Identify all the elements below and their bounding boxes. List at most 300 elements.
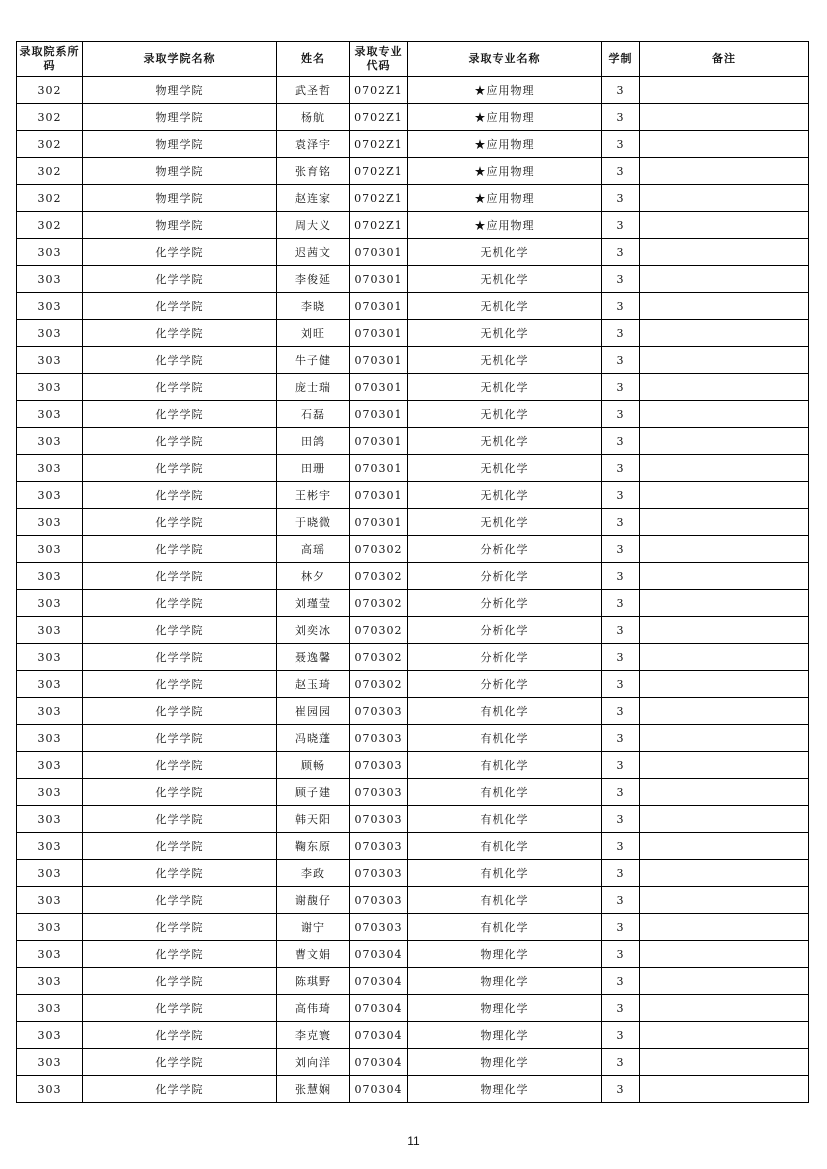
table-row (17, 833, 809, 860)
remarks-cell (640, 590, 809, 617)
major-name-cell: 物理化学 (408, 995, 602, 1022)
major-code-cell: 070301 (350, 320, 408, 347)
duration-cell: 3 (602, 995, 640, 1022)
dept-code-cell: 303 (17, 941, 83, 968)
remarks-cell (640, 779, 809, 806)
major-name-cell: ★应用物理 (408, 185, 602, 212)
dept-code-cell: 303 (17, 347, 83, 374)
major-code-cell: 070302 (350, 671, 408, 698)
college-name-cell: 化学学院 (83, 1076, 277, 1103)
remarks-cell (640, 1022, 809, 1049)
remarks-cell (640, 752, 809, 779)
major-code-cell: 070302 (350, 644, 408, 671)
major-code-cell: 070303 (350, 698, 408, 725)
student-name-cell: 鞠东原 (277, 833, 350, 860)
major-name-cell: 无机化学 (408, 482, 602, 509)
major-code-cell: 070301 (350, 266, 408, 293)
table-row (17, 941, 809, 968)
college-name-cell: 化学学院 (83, 239, 277, 266)
college-name-cell: 物理学院 (83, 158, 277, 185)
dept-code-cell: 303 (17, 698, 83, 725)
remarks-cell (640, 347, 809, 374)
duration-cell: 3 (602, 239, 640, 266)
page-number: 11 (407, 1134, 420, 1148)
college-name-cell: 化学学院 (83, 995, 277, 1022)
dept-code-cell: 303 (17, 536, 83, 563)
remarks-cell (640, 1049, 809, 1076)
dept-code-cell: 303 (17, 428, 83, 455)
header-dept-code: 录取院系所码 (17, 42, 83, 77)
major-name-cell: 物理化学 (408, 1076, 602, 1103)
table-row (17, 995, 809, 1022)
student-name-cell: 田珊 (277, 455, 350, 482)
table-row (17, 563, 809, 590)
major-name-cell: 有机化学 (408, 698, 602, 725)
dept-code-cell: 303 (17, 482, 83, 509)
student-name-cell: 刘旺 (277, 320, 350, 347)
remarks-cell (640, 401, 809, 428)
remarks-cell (640, 617, 809, 644)
dept-code-cell: 303 (17, 725, 83, 752)
student-name-cell: 聂逸馨 (277, 644, 350, 671)
dept-code-cell: 303 (17, 914, 83, 941)
dept-code-cell: 303 (17, 455, 83, 482)
remarks-cell (640, 158, 809, 185)
remarks-cell (640, 320, 809, 347)
table-row (17, 455, 809, 482)
header-college-name: 录取学院名称 (83, 42, 277, 77)
remarks-cell (640, 833, 809, 860)
table-row (17, 293, 809, 320)
table-row (17, 239, 809, 266)
table-row (17, 806, 809, 833)
remarks-cell (640, 131, 809, 158)
dept-code-cell: 303 (17, 239, 83, 266)
remarks-cell (640, 428, 809, 455)
major-code-cell: 070303 (350, 833, 408, 860)
college-name-cell: 化学学院 (83, 968, 277, 995)
major-name-cell: 有机化学 (408, 914, 602, 941)
major-name-cell: 无机化学 (408, 401, 602, 428)
student-name-cell: 曹文娟 (277, 941, 350, 968)
college-name-cell: 化学学院 (83, 617, 277, 644)
table-row (17, 158, 809, 185)
college-name-cell: 化学学院 (83, 509, 277, 536)
table-row (17, 104, 809, 131)
duration-cell: 3 (602, 617, 640, 644)
major-code-cell: 070301 (350, 509, 408, 536)
student-name-cell: 王彬宇 (277, 482, 350, 509)
remarks-cell (640, 806, 809, 833)
major-code-cell: 0702Z1 (350, 212, 408, 239)
table-row (17, 131, 809, 158)
college-name-cell: 物理学院 (83, 131, 277, 158)
remarks-cell (640, 239, 809, 266)
major-code-cell: 0702Z1 (350, 185, 408, 212)
student-name-cell: 刘向洋 (277, 1049, 350, 1076)
table-row (17, 212, 809, 239)
remarks-cell (640, 941, 809, 968)
table-row (17, 860, 809, 887)
major-name-cell: 有机化学 (408, 779, 602, 806)
student-name-cell: 武圣哲 (277, 77, 350, 104)
major-name-cell: 无机化学 (408, 293, 602, 320)
major-code-cell: 070303 (350, 887, 408, 914)
major-code-cell: 070301 (350, 455, 408, 482)
duration-cell: 3 (602, 725, 640, 752)
dept-code-cell: 303 (17, 401, 83, 428)
duration-cell: 3 (602, 644, 640, 671)
remarks-cell (640, 104, 809, 131)
remarks-cell (640, 914, 809, 941)
duration-cell: 3 (602, 320, 640, 347)
major-code-cell: 070304 (350, 995, 408, 1022)
table-row (17, 185, 809, 212)
major-name-cell: 无机化学 (408, 320, 602, 347)
duration-cell: 3 (602, 482, 640, 509)
dept-code-cell: 303 (17, 563, 83, 590)
major-code-cell: 070303 (350, 779, 408, 806)
student-name-cell: 顾子建 (277, 779, 350, 806)
college-name-cell: 物理学院 (83, 212, 277, 239)
college-name-cell: 化学学院 (83, 914, 277, 941)
student-name-cell: 李克寰 (277, 1022, 350, 1049)
college-name-cell: 化学学院 (83, 374, 277, 401)
table-row (17, 1022, 809, 1049)
remarks-cell (640, 212, 809, 239)
major-name-cell: 分析化学 (408, 671, 602, 698)
remarks-cell (640, 995, 809, 1022)
table-row (17, 1049, 809, 1076)
dept-code-cell: 303 (17, 671, 83, 698)
major-code-cell: 070302 (350, 590, 408, 617)
major-code-cell: 0702Z1 (350, 77, 408, 104)
major-name-cell: 分析化学 (408, 590, 602, 617)
duration-cell: 3 (602, 428, 640, 455)
student-name-cell: 林夕 (277, 563, 350, 590)
duration-cell: 3 (602, 158, 640, 185)
major-code-cell: 070304 (350, 1022, 408, 1049)
college-name-cell: 化学学院 (83, 806, 277, 833)
college-name-cell: 化学学院 (83, 752, 277, 779)
table-row (17, 914, 809, 941)
remarks-cell (640, 509, 809, 536)
remarks-cell (640, 77, 809, 104)
major-name-cell: 有机化学 (408, 806, 602, 833)
student-name-cell: 石磊 (277, 401, 350, 428)
student-name-cell: 赵玉琦 (277, 671, 350, 698)
table-row (17, 536, 809, 563)
major-name-cell: 物理化学 (408, 941, 602, 968)
dept-code-cell: 303 (17, 833, 83, 860)
student-name-cell: 牛子健 (277, 347, 350, 374)
dept-code-cell: 302 (17, 212, 83, 239)
student-name-cell: 谢馥仔 (277, 887, 350, 914)
student-name-cell: 庞士瑞 (277, 374, 350, 401)
major-code-cell: 070303 (350, 752, 408, 779)
major-name-cell: 无机化学 (408, 266, 602, 293)
major-code-cell: 070301 (350, 293, 408, 320)
college-name-cell: 化学学院 (83, 563, 277, 590)
dept-code-cell: 303 (17, 1049, 83, 1076)
college-name-cell: 化学学院 (83, 482, 277, 509)
table-row (17, 752, 809, 779)
header-row (17, 42, 809, 77)
dept-code-cell: 302 (17, 77, 83, 104)
college-name-cell: 物理学院 (83, 185, 277, 212)
major-code-cell: 070301 (350, 239, 408, 266)
remarks-cell (640, 968, 809, 995)
college-name-cell: 化学学院 (83, 725, 277, 752)
college-name-cell: 化学学院 (83, 941, 277, 968)
student-name-cell: 田鸽 (277, 428, 350, 455)
dept-code-cell: 303 (17, 617, 83, 644)
dept-code-cell: 303 (17, 320, 83, 347)
remarks-cell (640, 374, 809, 401)
admission-table (16, 41, 809, 1103)
table-body (17, 77, 809, 1103)
dept-code-cell: 302 (17, 104, 83, 131)
student-name-cell: 韩天阳 (277, 806, 350, 833)
dept-code-cell: 303 (17, 1076, 83, 1103)
table-row (17, 968, 809, 995)
duration-cell: 3 (602, 455, 640, 482)
college-name-cell: 化学学院 (83, 401, 277, 428)
major-name-cell: 有机化学 (408, 887, 602, 914)
student-name-cell: 高瑶 (277, 536, 350, 563)
major-code-cell: 070304 (350, 968, 408, 995)
major-code-cell: 070301 (350, 482, 408, 509)
major-name-cell: ★应用物理 (408, 212, 602, 239)
duration-cell: 3 (602, 347, 640, 374)
table-row (17, 509, 809, 536)
major-name-cell: 物理化学 (408, 1022, 602, 1049)
table-row (17, 725, 809, 752)
student-name-cell: 刘奕冰 (277, 617, 350, 644)
major-name-cell: ★应用物理 (408, 131, 602, 158)
major-code-cell: 070301 (350, 401, 408, 428)
table-row (17, 671, 809, 698)
duration-cell: 3 (602, 833, 640, 860)
dept-code-cell: 303 (17, 887, 83, 914)
table-row (17, 482, 809, 509)
major-name-cell: 无机化学 (408, 374, 602, 401)
major-name-cell: 分析化学 (408, 563, 602, 590)
major-name-cell: 物理化学 (408, 1049, 602, 1076)
major-name-cell: ★应用物理 (408, 104, 602, 131)
dept-code-cell: 303 (17, 374, 83, 401)
duration-cell: 3 (602, 77, 640, 104)
remarks-cell (640, 725, 809, 752)
remarks-cell (640, 698, 809, 725)
college-name-cell: 物理学院 (83, 104, 277, 131)
major-name-cell: 无机化学 (408, 347, 602, 374)
table-row (17, 698, 809, 725)
major-code-cell: 070303 (350, 860, 408, 887)
duration-cell: 3 (602, 563, 640, 590)
college-name-cell: 化学学院 (83, 671, 277, 698)
major-name-cell: ★应用物理 (408, 158, 602, 185)
major-code-cell: 070303 (350, 914, 408, 941)
table-row (17, 428, 809, 455)
dept-code-cell: 302 (17, 185, 83, 212)
remarks-cell (640, 293, 809, 320)
student-name-cell: 冯晓蓬 (277, 725, 350, 752)
table-row (17, 644, 809, 671)
header-major-name: 录取专业名称 (408, 42, 602, 77)
duration-cell: 3 (602, 590, 640, 617)
duration-cell: 3 (602, 671, 640, 698)
major-name-cell: 分析化学 (408, 536, 602, 563)
major-name-cell: 有机化学 (408, 725, 602, 752)
major-name-cell: 无机化学 (408, 239, 602, 266)
major-code-cell: 070304 (350, 1076, 408, 1103)
college-name-cell: 化学学院 (83, 860, 277, 887)
remarks-cell (640, 644, 809, 671)
duration-cell: 3 (602, 968, 640, 995)
duration-cell: 3 (602, 131, 640, 158)
college-name-cell: 化学学院 (83, 428, 277, 455)
remarks-cell (640, 887, 809, 914)
header-remarks: 备注 (640, 42, 809, 77)
major-name-cell: 有机化学 (408, 833, 602, 860)
dept-code-cell: 303 (17, 644, 83, 671)
major-name-cell: 分析化学 (408, 644, 602, 671)
dept-code-cell: 303 (17, 779, 83, 806)
student-name-cell: 李俊延 (277, 266, 350, 293)
duration-cell: 3 (602, 401, 640, 428)
duration-cell: 3 (602, 185, 640, 212)
duration-cell: 3 (602, 752, 640, 779)
major-name-cell: 无机化学 (408, 428, 602, 455)
dept-code-cell: 303 (17, 968, 83, 995)
table-row (17, 887, 809, 914)
duration-cell: 3 (602, 1049, 640, 1076)
header-major-code: 录取专业代码 (350, 42, 408, 77)
dept-code-cell: 303 (17, 266, 83, 293)
duration-cell: 3 (602, 1076, 640, 1103)
college-name-cell: 化学学院 (83, 347, 277, 374)
duration-cell: 3 (602, 779, 640, 806)
student-name-cell: 张育铭 (277, 158, 350, 185)
table-row (17, 401, 809, 428)
college-name-cell: 化学学院 (83, 320, 277, 347)
header-duration: 学制 (602, 42, 640, 77)
major-name-cell: 无机化学 (408, 455, 602, 482)
duration-cell: 3 (602, 212, 640, 239)
duration-cell: 3 (602, 1022, 640, 1049)
duration-cell: 3 (602, 374, 640, 401)
remarks-cell (640, 860, 809, 887)
student-name-cell: 于晓微 (277, 509, 350, 536)
table-row (17, 320, 809, 347)
college-name-cell: 化学学院 (83, 833, 277, 860)
remarks-cell (640, 266, 809, 293)
college-name-cell: 化学学院 (83, 1022, 277, 1049)
major-code-cell: 070301 (350, 374, 408, 401)
college-name-cell: 物理学院 (83, 77, 277, 104)
dept-code-cell: 303 (17, 806, 83, 833)
major-code-cell: 070302 (350, 563, 408, 590)
remarks-cell (640, 455, 809, 482)
header-student-name: 姓名 (277, 42, 350, 77)
major-code-cell: 0702Z1 (350, 131, 408, 158)
remarks-cell (640, 536, 809, 563)
table-row (17, 590, 809, 617)
student-name-cell: 顾畅 (277, 752, 350, 779)
college-name-cell: 化学学院 (83, 266, 277, 293)
dept-code-cell: 303 (17, 995, 83, 1022)
major-code-cell: 0702Z1 (350, 104, 408, 131)
dept-code-cell: 303 (17, 752, 83, 779)
dept-code-cell: 302 (17, 131, 83, 158)
college-name-cell: 化学学院 (83, 590, 277, 617)
duration-cell: 3 (602, 914, 640, 941)
major-code-cell: 070301 (350, 428, 408, 455)
dept-code-cell: 303 (17, 293, 83, 320)
student-name-cell: 陈琪野 (277, 968, 350, 995)
major-code-cell: 0702Z1 (350, 158, 408, 185)
table-row (17, 374, 809, 401)
major-name-cell: 物理化学 (408, 968, 602, 995)
major-code-cell: 070304 (350, 941, 408, 968)
table-row (17, 617, 809, 644)
duration-cell: 3 (602, 509, 640, 536)
duration-cell: 3 (602, 860, 640, 887)
student-name-cell: 李政 (277, 860, 350, 887)
student-name-cell: 杨航 (277, 104, 350, 131)
student-name-cell: 高伟琦 (277, 995, 350, 1022)
duration-cell: 3 (602, 806, 640, 833)
dept-code-cell: 303 (17, 1022, 83, 1049)
college-name-cell: 化学学院 (83, 644, 277, 671)
student-name-cell: 周大义 (277, 212, 350, 239)
major-name-cell: 无机化学 (408, 509, 602, 536)
college-name-cell: 化学学院 (83, 293, 277, 320)
college-name-cell: 化学学院 (83, 536, 277, 563)
major-code-cell: 070302 (350, 536, 408, 563)
remarks-cell (640, 1076, 809, 1103)
student-name-cell: 谢宁 (277, 914, 350, 941)
remarks-cell (640, 563, 809, 590)
major-name-cell: 分析化学 (408, 617, 602, 644)
student-name-cell: 袁泽宇 (277, 131, 350, 158)
dept-code-cell: 303 (17, 590, 83, 617)
duration-cell: 3 (602, 536, 640, 563)
table-row (17, 1076, 809, 1103)
student-name-cell: 李晓 (277, 293, 350, 320)
major-code-cell: 070303 (350, 725, 408, 752)
major-code-cell: 070301 (350, 347, 408, 374)
major-name-cell: ★应用物理 (408, 77, 602, 104)
remarks-cell (640, 482, 809, 509)
duration-cell: 3 (602, 941, 640, 968)
college-name-cell: 化学学院 (83, 455, 277, 482)
table-row (17, 347, 809, 374)
table-row (17, 266, 809, 293)
major-name-cell: 有机化学 (408, 752, 602, 779)
dept-code-cell: 303 (17, 509, 83, 536)
remarks-cell (640, 185, 809, 212)
duration-cell: 3 (602, 887, 640, 914)
duration-cell: 3 (602, 266, 640, 293)
student-name-cell: 刘瑾莹 (277, 590, 350, 617)
table-row (17, 77, 809, 104)
college-name-cell: 化学学院 (83, 887, 277, 914)
duration-cell: 3 (602, 698, 640, 725)
duration-cell: 3 (602, 104, 640, 131)
college-name-cell: 化学学院 (83, 1049, 277, 1076)
